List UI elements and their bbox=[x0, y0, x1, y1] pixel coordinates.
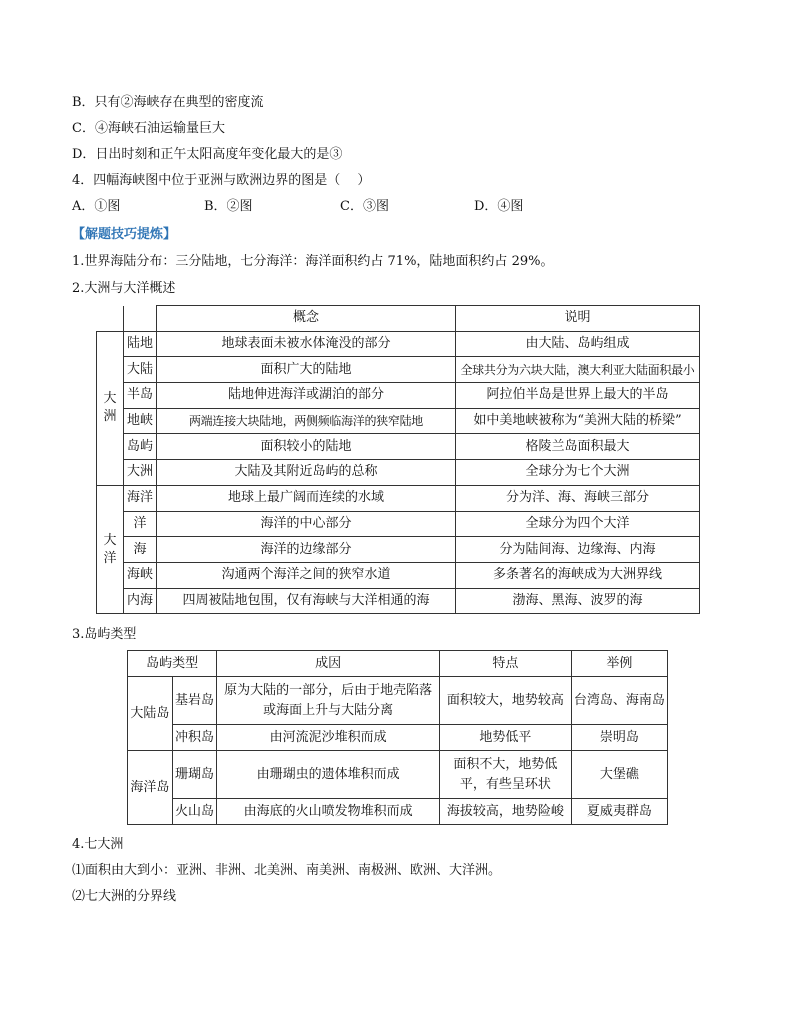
table-row bbox=[97, 511, 700, 537]
row-concept: 四周被陆地包围，仅有海峡与大洋相通的海 bbox=[157, 588, 456, 614]
row-concept: 海洋的边缘部分 bbox=[157, 537, 456, 563]
row-term: 半岛 bbox=[124, 383, 157, 409]
table-header: 特点 bbox=[440, 651, 572, 677]
row-note: 全球分为四个大洋 bbox=[456, 511, 700, 537]
table-row bbox=[97, 460, 700, 486]
row-type: 基岩岛 bbox=[172, 677, 217, 725]
row-feature: 地势低平 bbox=[440, 725, 572, 751]
table-header: 举例 bbox=[571, 651, 667, 677]
option-d: D．日出时刻和正午太阳高度年变化最大的是③ bbox=[72, 147, 343, 162]
table-row bbox=[128, 677, 668, 725]
table-header-row bbox=[128, 651, 668, 677]
row-note: 全球共分为六块大陆，澳大利亚大陆面积最小 bbox=[456, 357, 700, 383]
row-concept: 面积较小的陆地 bbox=[157, 434, 456, 460]
table-row bbox=[97, 408, 700, 434]
row-example: 崇明岛 bbox=[571, 725, 667, 751]
row-example: 夏威夷群岛 bbox=[571, 799, 667, 825]
group-label: 大洲 bbox=[97, 331, 124, 485]
point-4-2: ⑵七大洲的分界线 bbox=[72, 889, 177, 904]
row-note: 由大陆、岛屿组成 bbox=[456, 331, 700, 357]
row-note: 多条著名的海峡成为大洲界线 bbox=[456, 562, 700, 588]
table-row bbox=[97, 383, 700, 409]
row-concept: 陆地伸进海洋或湖泊的部分 bbox=[157, 383, 456, 409]
option-b: B．只有②海峡存在典型的密度流 bbox=[72, 95, 264, 110]
point-1: 1.世界海陆分布：三分陆地，七分海洋：海洋面积约占 71%，陆地面积约占 29%。 bbox=[72, 254, 554, 269]
row-note: 分为陆间海、边缘海、内海 bbox=[456, 537, 700, 563]
row-term: 洋 bbox=[124, 511, 157, 537]
island-types-table bbox=[127, 650, 668, 825]
table-row bbox=[97, 588, 700, 614]
option-d2: D．④图 bbox=[474, 199, 524, 214]
row-term: 地峡 bbox=[124, 408, 157, 434]
row-note: 分为洋、海、海峡三部分 bbox=[456, 485, 700, 511]
point-4: 4.七大洲 bbox=[72, 837, 124, 852]
group-label: 大洋 bbox=[97, 485, 124, 613]
row-concept: 地球表面未被水体淹没的部分 bbox=[157, 331, 456, 357]
row-note: 格陵兰岛面积最大 bbox=[456, 434, 700, 460]
table-row bbox=[128, 725, 668, 751]
table-header: 说明 bbox=[456, 306, 700, 332]
table-header: 成因 bbox=[217, 651, 440, 677]
row-feature: 面积较大，地势较高 bbox=[440, 677, 572, 725]
table-row bbox=[97, 485, 700, 511]
point-3: 3.岛屿类型 bbox=[72, 627, 137, 642]
point-4-1: ⑴面积由大到小：亚洲、非洲、北美洲、南美洲、南极洲、欧洲、大洋洲。 bbox=[72, 863, 502, 878]
row-cause: 原为大陆的一部分，后由于地壳陷落或海面上升与大陆分离 bbox=[217, 677, 440, 725]
row-concept: 海洋的中心部分 bbox=[157, 511, 456, 537]
option-c2: C．③图 bbox=[340, 199, 389, 214]
table-header-row bbox=[97, 306, 700, 332]
row-term: 岛屿 bbox=[124, 434, 157, 460]
row-note: 阿拉伯半岛是世界上最大的半岛 bbox=[456, 383, 700, 409]
table-header: 岛屿类型 bbox=[128, 651, 217, 677]
option-c: C．④海峡石油运输量巨大 bbox=[72, 121, 225, 136]
table-row bbox=[97, 331, 700, 357]
continents-oceans-table bbox=[96, 305, 700, 614]
table-row bbox=[97, 562, 700, 588]
row-concept: 面积广大的陆地 bbox=[157, 357, 456, 383]
row-term: 大陆 bbox=[124, 357, 157, 383]
table-row bbox=[97, 434, 700, 460]
row-cause: 由河流泥沙堆积而成 bbox=[217, 725, 440, 751]
row-note: 全球分为七个大洲 bbox=[456, 460, 700, 486]
option-a: A．①图 bbox=[72, 199, 121, 214]
row-concept: 大陆及其附近岛屿的总称 bbox=[157, 460, 456, 486]
row-cause: 由珊瑚虫的遗体堆积而成 bbox=[217, 751, 440, 799]
row-note: 如中美地峡被称为“美洲大陆的桥梁” bbox=[456, 408, 700, 434]
section-heading: 【解题技巧提炼】 bbox=[72, 227, 177, 242]
table-header: 概念 bbox=[157, 306, 456, 332]
row-feature: 面积不大，地势低平，有些呈环状 bbox=[440, 751, 572, 799]
group-label: 大陆岛 bbox=[128, 677, 173, 751]
row-term: 海洋 bbox=[124, 485, 157, 511]
row-concept: 地球上最广阔而连续的水域 bbox=[157, 485, 456, 511]
point-2: 2.大洲与大洋概述 bbox=[72, 281, 176, 296]
row-term: 陆地 bbox=[124, 331, 157, 357]
question-4: 4．四幅海峡图中位于亚洲与欧洲边界的图是（ ） bbox=[72, 173, 371, 188]
option-b2: B．②图 bbox=[204, 199, 253, 214]
row-note: 渤海、黑海、波罗的海 bbox=[456, 588, 700, 614]
table-row bbox=[128, 799, 668, 825]
table-row bbox=[97, 537, 700, 563]
row-term: 海峡 bbox=[124, 562, 157, 588]
row-concept: 沟通两个海洋之间的狭窄水道 bbox=[157, 562, 456, 588]
table-row bbox=[128, 751, 668, 799]
row-term: 大洲 bbox=[124, 460, 157, 486]
row-term: 海 bbox=[124, 537, 157, 563]
row-type: 珊瑚岛 bbox=[172, 751, 217, 799]
row-concept: 两端连接大块陆地，两侧频临海洋的狭窄陆地 bbox=[157, 408, 456, 434]
row-term: 内海 bbox=[124, 588, 157, 614]
row-example: 大堡礁 bbox=[571, 751, 667, 799]
row-type: 火山岛 bbox=[172, 799, 217, 825]
row-type: 冲积岛 bbox=[172, 725, 217, 751]
row-cause: 由海底的火山喷发物堆积而成 bbox=[217, 799, 440, 825]
row-feature: 海拔较高，地势险峻 bbox=[440, 799, 572, 825]
table-row bbox=[97, 357, 700, 383]
group-label: 海洋岛 bbox=[128, 751, 173, 825]
row-example: 台湾岛、海南岛 bbox=[571, 677, 667, 725]
